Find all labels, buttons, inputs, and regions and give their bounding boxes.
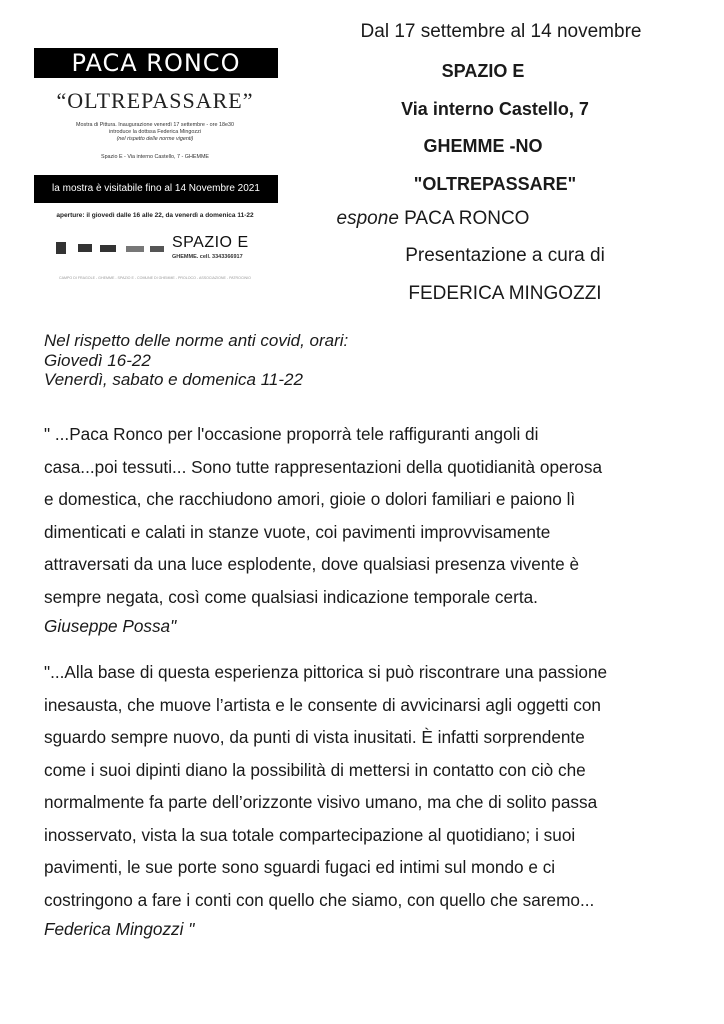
exhibition-dates: Dal 17 settembre al 14 novembre [360, 21, 642, 42]
quote-mingozzi [44, 656, 684, 942]
quote-line: casa...poi tessuti... Sono tutte rappresentazioni della quotidianità operosa [44, 456, 602, 477]
exhibition-title: "OLTREPASSARE" [413, 174, 577, 194]
quote-line: dimenticati e calati in stanze vuote, coi pavimenti improvvisamente [44, 521, 551, 542]
quote-signature: Federica Mingozzi " [44, 919, 195, 939]
sponsor-logos [56, 240, 166, 260]
poster-title: PACA RONCO [34, 48, 278, 78]
poster-contact: GHEMME. cell. 3343366917 [172, 254, 243, 260]
quote-signature: Giuseppe Possa" [44, 616, 177, 636]
sponsor-logo-icon [126, 246, 144, 252]
quote-line: inesausta, che muove l’artista e le consente di avvicinarsi agli oggetti con [44, 694, 601, 715]
presentation-line: Presentazione a cura di [405, 245, 605, 266]
quote-line: pavimenti, le sue porte sono sguardi fugaci ed intimi sul mondo e ci [44, 857, 556, 877]
hours-intro: Nel rispetto delle norme anti covid, orari: [44, 331, 349, 350]
poster-visit-bar: la mostra è visitabile fino al 14 Novembre 2021 [34, 175, 278, 203]
quote-line: inosservato, vista la sua totale compartecipazione al quotidiano; i suoi [44, 824, 576, 845]
poster-image [32, 44, 278, 288]
poster-openings: aperture: il giovedì dalle 16 alle 22, da venerdì a domenica 11-22 [56, 212, 254, 219]
poster-venue: SPAZIO E [172, 234, 249, 251]
venue-street: Via interno Castello, 7 [401, 99, 589, 119]
quote-line: sguardo sempre nuovo, da punti di vista inusitati. È infatti sorprendente [44, 727, 585, 747]
sponsor-logo-icon [56, 242, 66, 254]
hours-line-weekend: Venerdì, sabato e domenica 11-22 [44, 370, 303, 389]
sponsor-logo-icon [100, 245, 116, 252]
quote-line: " ...Paca Ronco per l'occasione proporrà tele raffiguranti angoli di [44, 424, 539, 444]
quote-line: sempre negata, così come qualsiasi indicazione temporale certa. [44, 586, 538, 607]
sponsor-logo-icon [78, 244, 92, 252]
opening-hours [44, 331, 348, 390]
quote-line: costringono a fare i conti con quello che siamo, con quello che saremo... [44, 889, 595, 910]
hours-line-thursday: Giovedì 16-22 [44, 350, 151, 370]
quote-line: come i suoi dipinti diano la possibilità di mettersi in contatto con ciò che [44, 759, 586, 780]
quote-line: e domestica, che racchiudono amori, gioie o dolori familiari e paiono lì [44, 489, 576, 509]
espone-verb: espone [336, 208, 399, 229]
venue-name: SPAZIO E [441, 61, 525, 81]
curator-name: FEDERICA MINGOZZI [408, 283, 602, 304]
venue-city: GHEMME -NO [423, 136, 543, 156]
quote-possa [44, 418, 684, 639]
poster-subtitle: “OLTREPASSARE” [56, 88, 254, 113]
poster-address: Spazio E - Via interno Castello, 7 - GHEMME [100, 154, 210, 160]
poster-info-line2: introduce la dottssa Federica Mingozzi [109, 129, 201, 135]
artist-line [268, 208, 598, 230]
quote-line: normalmente fa parte dell’orizzonte visivo umano, ma che di solito passa [44, 792, 598, 812]
quote-line: "...Alla base di questa esperienza pittorica si può riscontrare una passione [44, 662, 608, 682]
sponsor-logo-icon [150, 246, 164, 252]
artist-name: PACA RONCO [404, 208, 530, 229]
quote-line: attraversati da una luce esplodente, dove qualsiasi presenza vivente è [44, 554, 580, 574]
poster-info-line1: Mostra di Pittura. Inaugurazione venerdì 17 settembre - ore 18e30 [76, 122, 234, 128]
poster-footer: CAMPO DI FRAGOLE - GHEMME - SPAZIO E - COMUNE DI GHEMME - PROLOCO - ASSOCIAZIONE - PATROCINIO [59, 276, 251, 280]
poster-info-line3: (nel rispetto delle norme vigenti) [116, 136, 194, 142]
